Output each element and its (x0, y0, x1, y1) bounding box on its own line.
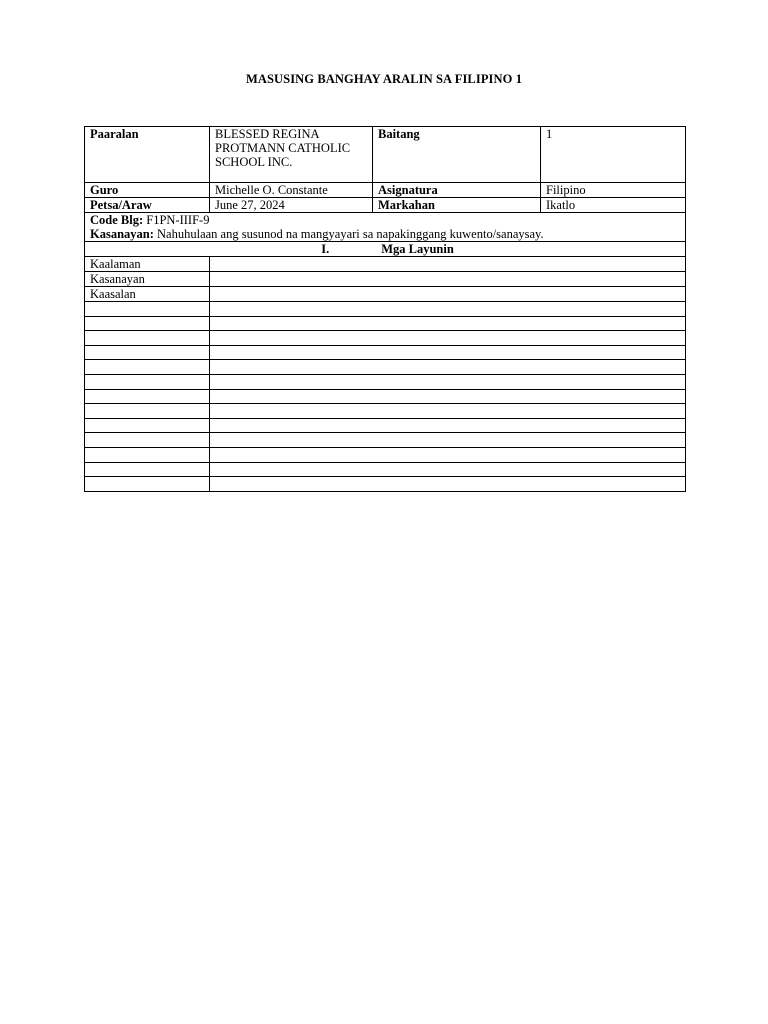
guro-value: Michelle O. Constante (210, 183, 373, 198)
objective-row (85, 302, 686, 317)
objective-row-label (85, 389, 210, 404)
objective-row-value (210, 477, 686, 492)
objective-row-value (210, 462, 686, 477)
objective-row (85, 433, 686, 448)
objective-row (85, 418, 686, 433)
objective-row-value (210, 418, 686, 433)
objective-row-value (210, 389, 686, 404)
objective-row-label (85, 404, 210, 419)
objectives-section-title: Mga Layunin (381, 242, 454, 256)
kasanayan-label: Kasanayan: (90, 227, 154, 241)
baitang-value: 1 (541, 127, 686, 183)
objective-row-value (210, 447, 686, 462)
guro-label: Guro (85, 183, 210, 198)
objective-row (85, 462, 686, 477)
info-section (85, 127, 686, 257)
objective-row-value (210, 345, 686, 360)
asignatura-label: Asignatura (373, 183, 541, 198)
objective-row-label (85, 360, 210, 375)
baitang-label: Baitang (373, 127, 541, 183)
petsa-value: June 27, 2024 (210, 198, 373, 213)
objective-row-value (210, 360, 686, 375)
code-value: F1PN-IIIF-9 (143, 213, 210, 227)
lesson-plan-table (84, 126, 686, 492)
paaralan-label: Paaralan (85, 127, 210, 183)
objective-row (85, 331, 686, 346)
objectives-rows (85, 257, 686, 492)
asignatura-value: Filipino (541, 183, 686, 198)
objective-row-label: Kaalaman (85, 257, 210, 272)
objective-row (85, 360, 686, 375)
code-line (90, 213, 685, 227)
objectives-header (85, 242, 686, 257)
code-kasanayan-cell (85, 213, 686, 242)
objective-row-label (85, 477, 210, 492)
objective-row (85, 477, 686, 492)
objective-row-label (85, 418, 210, 433)
code-label: Code Blg: (90, 213, 144, 227)
petsa-label: Petsa/Araw (85, 198, 210, 213)
objective-row-value (210, 316, 686, 331)
objective-row-label (85, 462, 210, 477)
objectives-header-row (85, 242, 686, 257)
info-row-teacher (85, 183, 686, 198)
objective-row (85, 257, 686, 272)
objective-row-value (210, 287, 686, 302)
objective-row-label (85, 302, 210, 317)
objective-row-label (85, 433, 210, 448)
kasanayan-line (90, 227, 685, 241)
objective-row (85, 316, 686, 331)
info-row-school (85, 127, 686, 183)
objective-row-value (210, 433, 686, 448)
info-row-date (85, 198, 686, 213)
objective-row (85, 272, 686, 287)
objective-row (85, 374, 686, 389)
objective-row (85, 404, 686, 419)
objective-row-label (85, 331, 210, 346)
objective-row (85, 389, 686, 404)
objective-row-label (85, 345, 210, 360)
markahan-value: Ikatlo (541, 198, 686, 213)
objective-row-value (210, 257, 686, 272)
objective-row (85, 345, 686, 360)
objective-row-value (210, 374, 686, 389)
paaralan-value: BLESSED REGINA PROTMANN CATHOLIC SCHOOL INC. (210, 127, 373, 183)
objective-row (85, 447, 686, 462)
objective-row (85, 287, 686, 302)
document-title: MASUSING BANGHAY ARALIN SA FILIPINO 1 (245, 72, 523, 86)
objective-row-label (85, 374, 210, 389)
objective-row-value (210, 302, 686, 317)
objective-row-label: Kaasalan (85, 287, 210, 302)
objective-row-value (210, 404, 686, 419)
info-row-code (85, 213, 686, 242)
objective-row-label (85, 447, 210, 462)
objective-row-label (85, 316, 210, 331)
markahan-label: Markahan (373, 198, 541, 213)
kasanayan-value: Nahuhulaan ang susunod na mangyayari sa napakinggang kuwento/sanaysay. (153, 227, 544, 241)
objective-row-label: Kasanayan (85, 272, 210, 287)
objectives-section-number: I. (321, 242, 330, 256)
objective-row-value (210, 331, 686, 346)
objective-row-value (210, 272, 686, 287)
